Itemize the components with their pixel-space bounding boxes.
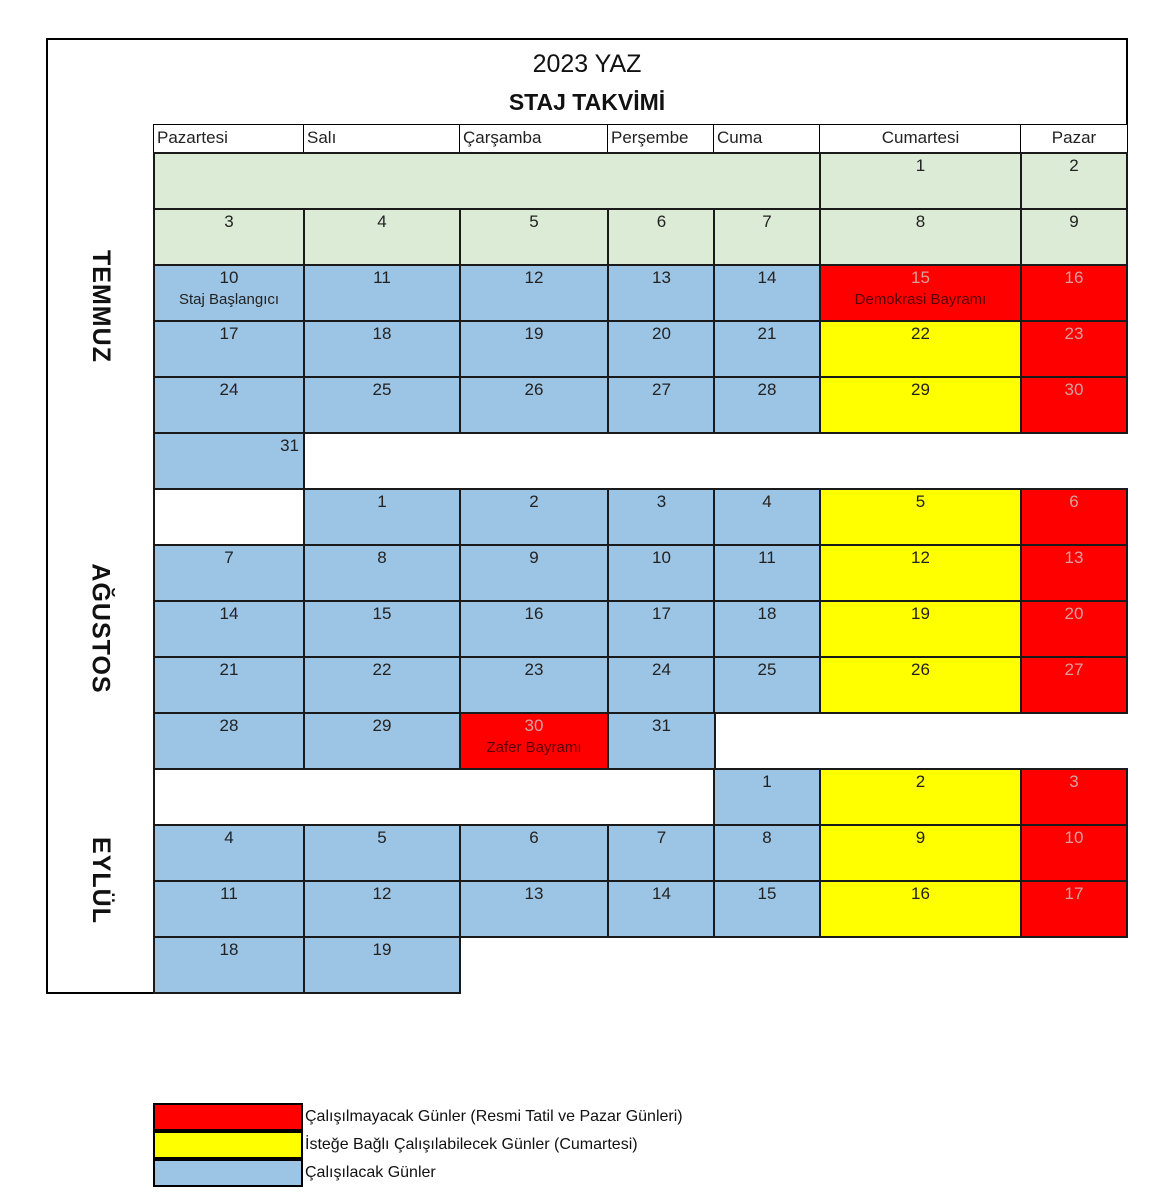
day-cell: 25 bbox=[303, 376, 461, 434]
day-cell: 30 bbox=[1020, 376, 1128, 434]
victory-day-note: Zafer Bayramı bbox=[486, 739, 582, 756]
day-cell: 23 bbox=[1020, 320, 1128, 378]
day-cell: 10 bbox=[607, 544, 716, 602]
day-cell: 11 bbox=[303, 264, 461, 322]
month-block-agustos bbox=[46, 488, 155, 770]
before-internship-band bbox=[153, 152, 821, 210]
legend-swatch-optional bbox=[153, 1131, 303, 1159]
day-cell: 16 bbox=[819, 880, 1022, 938]
legend-label-optional: İsteğe Bağlı Çalışılabilecek Günler (Cumartesi) bbox=[305, 1136, 638, 1153]
day-cell: 26 bbox=[459, 376, 609, 434]
day-cell: 1 bbox=[713, 768, 821, 826]
month-block-eylul bbox=[46, 768, 155, 994]
day-cell: 3 bbox=[153, 208, 305, 266]
weekday-header-monday: Pazartesi bbox=[153, 124, 305, 154]
day-cell-holiday bbox=[459, 712, 609, 770]
day-cell: 3 bbox=[607, 488, 716, 546]
day-cell: 31 bbox=[153, 432, 305, 490]
day-number: 30 bbox=[524, 716, 544, 735]
day-cell: 22 bbox=[303, 656, 461, 714]
day-cell: 11 bbox=[153, 880, 305, 938]
empty-day-cells bbox=[153, 768, 716, 826]
democracy-day-note: Demokrasi Bayramı bbox=[854, 291, 987, 308]
day-cell: 24 bbox=[153, 376, 305, 434]
legend-swatch-non-working bbox=[153, 1103, 303, 1131]
day-cell: 1 bbox=[819, 152, 1022, 210]
day-cell: 20 bbox=[1020, 600, 1128, 658]
empty-day-cell bbox=[153, 488, 305, 546]
weekday-header-sunday: Pazar bbox=[1020, 124, 1128, 154]
day-cell: 7 bbox=[153, 544, 305, 602]
day-cell: 12 bbox=[459, 264, 609, 322]
weekday-header-saturday: Cumartesi bbox=[819, 124, 1022, 154]
day-cell: 16 bbox=[1020, 264, 1128, 322]
day-cell: 8 bbox=[713, 824, 821, 882]
day-number: 15 bbox=[911, 268, 930, 287]
day-cell: 1 bbox=[303, 488, 461, 546]
day-cell: 17 bbox=[1020, 880, 1128, 938]
day-cell: 5 bbox=[819, 488, 1022, 546]
day-cell: 27 bbox=[1020, 656, 1128, 714]
day-cell: 16 bbox=[459, 600, 609, 658]
day-cell: 24 bbox=[607, 656, 716, 714]
day-cell-holiday bbox=[819, 264, 1022, 322]
day-cell: 25 bbox=[713, 656, 821, 714]
day-cell: 13 bbox=[459, 880, 609, 938]
day-cell: 12 bbox=[819, 544, 1022, 602]
day-cell: 20 bbox=[607, 320, 716, 378]
day-cell-internship-start bbox=[153, 264, 305, 322]
day-cell: 28 bbox=[713, 376, 821, 434]
day-cell: 12 bbox=[303, 880, 461, 938]
day-cell: 18 bbox=[713, 600, 821, 658]
day-cell: 14 bbox=[607, 880, 716, 938]
day-cell: 4 bbox=[153, 824, 305, 882]
day-cell: 18 bbox=[153, 936, 305, 994]
day-cell: 15 bbox=[713, 880, 821, 938]
day-cell: 4 bbox=[303, 208, 461, 266]
day-cell: 22 bbox=[819, 320, 1022, 378]
month-block-temmuz bbox=[46, 124, 155, 490]
month-label-temmuz: TEMMUZ bbox=[87, 249, 116, 363]
day-cell: 13 bbox=[607, 264, 716, 322]
day-cell: 27 bbox=[607, 376, 716, 434]
day-cell: 5 bbox=[459, 208, 609, 266]
month-label-agustos: AĞUSTOS bbox=[87, 562, 116, 694]
weekday-header-tuesday: Salı bbox=[303, 124, 461, 154]
day-cell: 11 bbox=[713, 544, 821, 602]
day-cell: 26 bbox=[819, 656, 1022, 714]
day-cell: 6 bbox=[459, 824, 609, 882]
weekday-header-thursday: Perşembe bbox=[607, 124, 716, 154]
legend-label-non-working: Çalışılmayacak Günler (Resmi Tatil ve Pazar Günleri) bbox=[305, 1108, 683, 1125]
day-cell: 7 bbox=[713, 208, 821, 266]
day-cell: 5 bbox=[303, 824, 461, 882]
day-cell: 15 bbox=[303, 600, 461, 658]
day-cell: 9 bbox=[819, 824, 1022, 882]
day-cell: 17 bbox=[153, 320, 305, 378]
day-cell: 31 bbox=[607, 712, 716, 770]
day-cell: 13 bbox=[1020, 544, 1128, 602]
day-cell: 29 bbox=[819, 376, 1022, 434]
day-cell: 9 bbox=[459, 544, 609, 602]
day-cell: 7 bbox=[607, 824, 716, 882]
legend-swatch-working bbox=[153, 1159, 303, 1187]
day-cell: 29 bbox=[303, 712, 461, 770]
weekday-header-wednesday: Çarşamba bbox=[459, 124, 609, 154]
day-cell: 2 bbox=[1020, 152, 1128, 210]
day-cell: 8 bbox=[819, 208, 1022, 266]
calendar-title-box bbox=[46, 38, 1128, 126]
day-cell: 3 bbox=[1020, 768, 1128, 826]
legend-label-working: Çalışılacak Günler bbox=[305, 1164, 436, 1181]
day-cell: 23 bbox=[459, 656, 609, 714]
day-cell: 9 bbox=[1020, 208, 1128, 266]
day-cell: 2 bbox=[819, 768, 1022, 826]
day-cell: 14 bbox=[713, 264, 821, 322]
day-cell: 6 bbox=[1020, 488, 1128, 546]
day-cell: 18 bbox=[303, 320, 461, 378]
day-cell: 2 bbox=[459, 488, 609, 546]
day-cell: 21 bbox=[713, 320, 821, 378]
month-label-eylul: EYLÜL bbox=[86, 836, 115, 924]
day-cell: 4 bbox=[713, 488, 821, 546]
weekday-header-friday: Cuma bbox=[713, 124, 821, 154]
day-cell: 8 bbox=[303, 544, 461, 602]
day-number: 10 bbox=[219, 268, 239, 287]
internship-start-note: Staj Başlangıcı bbox=[178, 291, 280, 308]
day-cell: 14 bbox=[153, 600, 305, 658]
day-cell: 10 bbox=[1020, 824, 1128, 882]
day-cell: 21 bbox=[153, 656, 305, 714]
day-cell: 19 bbox=[459, 320, 609, 378]
calendar-subtitle: STAJ TAKVİMİ bbox=[508, 89, 666, 115]
day-cell: 19 bbox=[303, 936, 461, 994]
day-cell: 28 bbox=[153, 712, 305, 770]
calendar-title: 2023 YAZ bbox=[532, 50, 642, 78]
day-cell: 19 bbox=[819, 600, 1022, 658]
day-cell: 6 bbox=[607, 208, 716, 266]
day-cell: 17 bbox=[607, 600, 716, 658]
